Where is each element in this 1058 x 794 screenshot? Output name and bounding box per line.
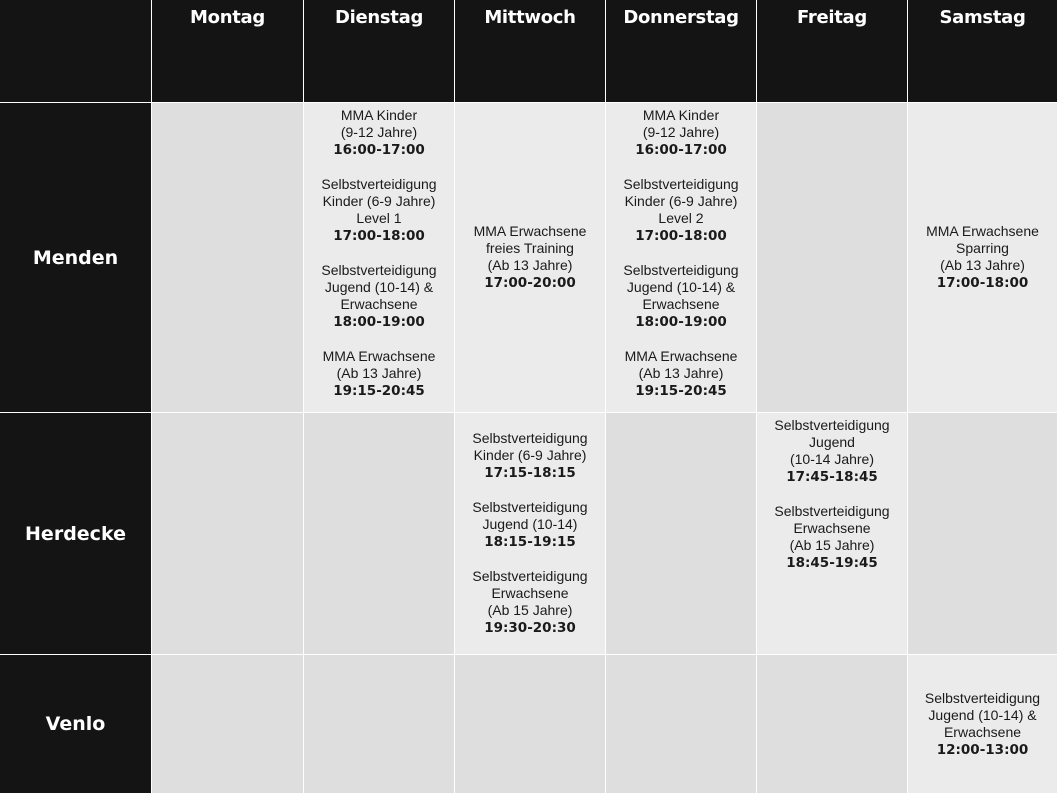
class-description-line: Erwachsene	[793, 520, 871, 536]
class-entry	[472, 568, 587, 637]
location-label: Herdecke	[25, 522, 126, 545]
class-time: 12:00-13:00	[936, 741, 1029, 758]
class-time: 17:00-20:00	[484, 275, 576, 291]
class-entry	[321, 176, 436, 245]
class-time: 18:45-19:45	[786, 555, 878, 571]
day-header-dienstag	[304, 0, 454, 102]
class-description-line: Kinder (6-9 Jahre)	[473, 447, 587, 463]
class-description-line: (Ab 15 Jahre)	[487, 602, 573, 618]
schedule-cell-menden-freitag	[757, 103, 907, 412]
schedule-cell-menden-mittwoch	[455, 103, 605, 412]
class-time: 19:15-20:45	[333, 383, 425, 399]
schedule-cell-herdecke-freitag	[757, 413, 907, 654]
class-description-line: Level 2	[658, 210, 704, 226]
class-time: 17:00-18:00	[936, 275, 1029, 291]
class-entry	[774, 503, 889, 572]
schedule-cell-herdecke-montag	[152, 413, 303, 654]
class-time: 16:00-17:00	[333, 142, 425, 158]
class-time: 18:00-19:00	[635, 314, 727, 330]
schedule-cell-venlo-freitag	[757, 655, 907, 793]
class-description-line: Erwachsene	[943, 723, 1022, 740]
day-header-label: Donnerstag	[623, 7, 739, 28]
class-time: 19:15-20:45	[635, 383, 727, 399]
class-time: 17:45-18:45	[786, 469, 878, 485]
class-time: 16:00-17:00	[635, 142, 727, 158]
location-herdecke	[0, 413, 151, 654]
class-description-line: Selbstverteidigung	[924, 689, 1041, 706]
class-description-line: Kinder (6-9 Jahre)	[322, 193, 436, 209]
schedule-cell-menden-montag	[152, 103, 303, 412]
class-description-line: Erwachsene	[340, 296, 418, 312]
class-description-line: Selbstverteidigung	[774, 503, 890, 519]
class-description-line: Selbstverteidigung	[623, 262, 739, 278]
class-description-line: Selbstverteidigung	[623, 176, 739, 192]
schedule-cell-menden-samstag	[908, 103, 1057, 412]
schedule-cell-herdecke-mittwoch	[455, 413, 605, 654]
schedule-cell-venlo-donnerstag	[606, 655, 756, 793]
class-description-line: MMA Erwachsene	[322, 348, 436, 364]
class-description-line: Kinder (6-9 Jahre)	[624, 193, 738, 209]
schedule-cell-menden-donnerstag	[606, 103, 756, 412]
class-description-line: MMA Erwachsene	[926, 223, 1039, 239]
day-header-montag	[152, 0, 303, 102]
class-entry	[323, 348, 436, 400]
class-entry	[925, 690, 1040, 759]
class-description-line: Selbstverteidigung	[321, 262, 437, 278]
class-description-line: MMA Kinder	[340, 107, 418, 123]
schedule-cell-herdecke-donnerstag	[606, 413, 756, 654]
class-entry	[321, 262, 436, 331]
class-description-line: Erwachsene	[491, 585, 569, 601]
class-description-line: Selbstverteidigung	[472, 568, 588, 584]
day-header-label: Dienstag	[334, 7, 424, 28]
class-entry	[333, 107, 425, 159]
class-description-line: Erwachsene	[642, 296, 720, 312]
class-description-line: Jugend	[809, 434, 855, 450]
class-description-line: (Ab 15 Jahre)	[789, 537, 875, 553]
class-description-line: freies Training	[486, 240, 574, 256]
class-description-line: Sparring	[956, 240, 1009, 256]
class-description-line: Selbstverteidigung	[472, 499, 588, 515]
class-entry	[635, 107, 727, 159]
class-time: 17:15-18:15	[484, 465, 576, 481]
class-description-line: Selbstverteidigung	[472, 430, 588, 446]
day-header-samstag	[908, 0, 1057, 102]
day-header-donnerstag	[606, 0, 756, 102]
class-description-line: (9-12 Jahre)	[642, 124, 720, 140]
class-entry	[623, 262, 738, 331]
class-description-line: MMA Erwachsene	[624, 348, 738, 364]
class-description-line: Selbstverteidigung	[321, 176, 437, 192]
day-header-mittwoch	[455, 0, 605, 102]
class-description-line: (Ab 13 Jahre)	[336, 365, 422, 381]
class-time: 19:30-20:30	[484, 620, 576, 636]
class-entry	[926, 223, 1039, 292]
location-label: Menden	[32, 246, 119, 269]
day-header-label: Samstag	[939, 7, 1026, 28]
class-description-line: Jugend (10-14) &	[324, 279, 434, 295]
class-description-line: Jugend (10-14) &	[626, 279, 736, 295]
location-venlo	[0, 655, 151, 793]
class-description-line: Jugend (10-14) &	[928, 706, 1037, 723]
schedule-cell-venlo-samstag	[908, 655, 1057, 793]
class-description-line: (10-14 Jahre)	[789, 451, 875, 467]
schedule-cell-venlo-montag	[152, 655, 303, 793]
class-description-line: Selbstverteidigung	[774, 417, 890, 433]
schedule-cell-herdecke-samstag	[908, 413, 1057, 654]
class-entry	[625, 348, 738, 400]
class-time: 17:00-18:00	[635, 228, 727, 244]
class-description-line: MMA Kinder	[642, 107, 720, 123]
schedule-cell-herdecke-dienstag	[304, 413, 454, 654]
day-header-label: Montag	[190, 7, 265, 28]
class-entry	[474, 223, 587, 292]
day-header-freitag	[757, 0, 907, 102]
schedule-cell-venlo-mittwoch	[455, 655, 605, 793]
class-time: 17:00-18:00	[333, 228, 425, 244]
class-time: 18:00-19:00	[333, 314, 425, 330]
class-description-line: (Ab 13 Jahre)	[940, 257, 1025, 273]
class-description-line: (Ab 13 Jahre)	[638, 365, 724, 381]
day-header-label: Freitag	[797, 7, 867, 28]
class-description-line: Level 1	[356, 210, 402, 226]
location-menden	[0, 103, 151, 412]
class-entry	[472, 430, 587, 482]
class-description-line: MMA Erwachsene	[473, 223, 587, 239]
class-description-line: Jugend (10-14)	[482, 516, 578, 532]
schedule-cell-venlo-dienstag	[304, 655, 454, 793]
corner-cell	[0, 0, 151, 102]
class-time: 18:15-19:15	[484, 534, 576, 550]
day-header-label: Mittwoch	[484, 7, 576, 28]
location-label: Venlo	[45, 713, 106, 735]
schedule-cell-menden-dienstag	[304, 103, 454, 412]
class-entry	[774, 417, 889, 486]
class-description-line: (Ab 13 Jahre)	[487, 257, 573, 273]
class-entry	[472, 499, 587, 551]
class-entry	[623, 176, 738, 245]
class-description-line: (9-12 Jahre)	[340, 124, 418, 140]
